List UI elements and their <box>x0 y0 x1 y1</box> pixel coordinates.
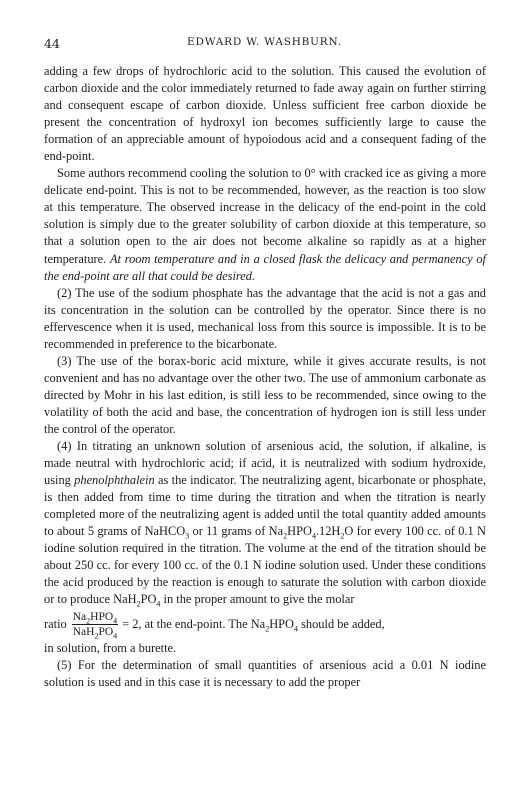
paragraph-text: in the proper amount to give the molar <box>163 592 355 607</box>
formula-line <box>44 610 486 640</box>
italic-text: phenolphthalein <box>74 473 155 488</box>
paragraph <box>44 438 486 608</box>
running-head: EDWARD W. WASHBURN. <box>187 36 342 48</box>
subscript: 2 <box>283 531 288 541</box>
paragraph: (5) For the determination of small quantities of arsenious acid a 0.01 N iodine solution is used and in this case it is necessary to add the proper <box>44 657 486 689</box>
italic-text: At room temperature and in a closed flask the delicacy and permanency of the end-point are all that could be desired. <box>44 251 486 283</box>
subscript: 2 <box>136 599 141 609</box>
subscript: 4 <box>311 531 316 541</box>
page-number: 44 <box>44 36 60 51</box>
paragraph-text: PO <box>140 592 157 607</box>
formula-text: = 2, at the end-point. The $Na_2HPO_4$ should be added, <box>122 616 385 634</box>
formula-label: ratio <box>44 616 67 631</box>
paragraph-text: or 11 grams of Na <box>192 524 284 539</box>
paragraph-text: HPO <box>287 524 312 539</box>
subscript: 3 <box>185 531 190 541</box>
subscript: 4 <box>156 599 161 609</box>
paragraph-text: O for every 100 cc. of 0.1 N iodine solution required in the titration. The volume at the end of the titration should be about 250 cc. for every 100 cc. of the 0.1 N iodine solution used. Under these conditions the acid produced by the reaction is enough to saturate the solution with carbon dioxide or to produce NaH <box>44 524 486 607</box>
molar-ratio-fraction <box>72 611 118 641</box>
body-text <box>44 63 486 691</box>
paragraph: adding a few drops of hydrochloric acid to the solution. This caused the evolution of carbon dioxide and the color immediately returned to fade away again on further stirring and consequent escape of carbon dioxide. Unless sufficient free carbon dioxide be present the concentration of hydroxyl ion becomes sufficiently large to cause the formation of an appreciable amount of hypoiodous acid and a consequent fading of the end-point. <box>44 64 486 164</box>
paragraph-text: Some authors recommend cooling the solution to 0° with cracked ice as giving a more delicate end-point. This is not to be recommended, however, as the reaction is too slow at this temperature. The observed increase in the delicacy of the end-point in the cold solution is simply due to the greater solubility of carbon dioxide at this temperature, so that a solution open to the air does not become alkaline so rapidly as at a higher temperature. <box>44 166 486 266</box>
paragraph-text: as the indicator. The neutralizing agent, bicarbonate or phosphate, is then added from time to time during the titration and when the titration is nearly completed more of the neutralizing agent is added until the total quantity added amounts to about 5 grams of NaHCO <box>44 473 486 539</box>
subscript: 2 <box>340 531 345 541</box>
paragraph: (3) The use of the borax-boric acid mixture, while it gives accurate results, is not convenient and has no advantage over the other two. The use of ammonium carbonate as directed by Mohr in his last edition, is still less to be recommended, since owing to the volatility of both the acid and base, the concentration of hydrogen ion is still less under the control of the operator. <box>44 353 486 436</box>
fraction-denominator: $NaH_2PO_4$ <box>72 626 118 641</box>
fraction-numerator: $Na_2HPO_4$ <box>72 611 118 626</box>
paragraph: (2) The use of the sodium phosphate has the advantage that the acid is not a gas and its concentration in the solution can be controlled by the operator. Since there is no effervescence when it is used, mechanical loss from this source is impossible. It is to be recommended in preference to the bicarbonate. <box>44 285 486 351</box>
page-header <box>44 36 485 52</box>
paragraph-text: (4) In titrating an unknown solution of arsenious acid, the solution, if alkaline, is made neutral with hydrochloric acid; if acid, it is neutralized with sodium hydroxide, using <box>44 439 486 488</box>
paragraph: in solution, from a burette. <box>44 640 177 655</box>
paragraph <box>44 165 486 284</box>
paragraph-text: .12H <box>315 524 341 539</box>
